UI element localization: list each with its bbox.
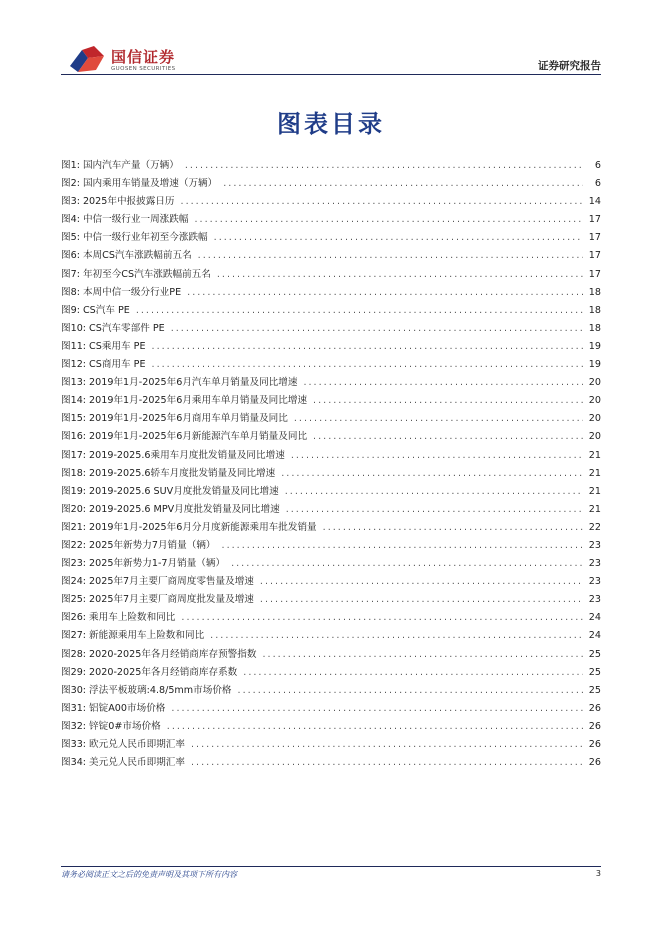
toc-entry-page: 20	[588, 395, 601, 407]
toc-entry[interactable]	[61, 175, 601, 193]
toc-entry-title: 2025年新势力7月销量（辆）	[89, 539, 216, 551]
toc-entry-label: 图9:	[61, 304, 80, 316]
toc-dot-leader	[291, 447, 583, 465]
toc-entry-label: 图15:	[61, 413, 87, 425]
guosen-logo	[68, 44, 186, 78]
toc-entry-title: 浮法平板玻璃:4.8/5mm市场价格	[89, 684, 232, 696]
toc-entry[interactable]	[61, 356, 601, 374]
table-of-figures	[61, 157, 601, 772]
toc-entry[interactable]	[61, 211, 601, 229]
toc-entry-label: 图2:	[61, 178, 80, 190]
toc-dot-leader	[191, 754, 583, 772]
toc-entry-title: 乘用车上险数和同比	[89, 612, 176, 624]
toc-entry-title: 2019-2025.6轿车月度批发销量及同比增速	[89, 467, 276, 479]
report-type-label: 证券研究报告	[538, 60, 601, 72]
toc-entry-page: 17	[588, 214, 601, 226]
toc-entry-title: 美元兑人民币即期汇率	[89, 757, 185, 769]
toc-dot-leader	[260, 573, 583, 591]
toc-entry[interactable]	[61, 247, 601, 265]
toc-entry-page: 6	[594, 178, 601, 190]
toc-entry-title: 中信一级行业一周涨跌幅	[82, 214, 189, 226]
footer-divider	[61, 866, 601, 867]
toc-entry[interactable]	[61, 392, 601, 410]
toc-entry[interactable]	[61, 718, 601, 736]
toc-entry-page: 25	[588, 684, 601, 696]
toc-entry[interactable]	[61, 646, 601, 664]
toc-entry-label: 图22:	[61, 539, 87, 551]
toc-entry-page: 21	[588, 503, 601, 515]
toc-entry[interactable]	[61, 754, 601, 772]
toc-entry[interactable]	[61, 338, 601, 356]
toc-entry-label: 图31:	[61, 702, 87, 714]
toc-entry-page: 21	[588, 467, 601, 479]
toc-entry-page: 25	[588, 666, 601, 678]
toc-entry-title: 2019年1月-2025年6月商用车单月销量及同比	[89, 413, 288, 425]
toc-entry-label: 图30:	[61, 684, 87, 696]
toc-entry-label: 图19:	[61, 485, 87, 497]
toc-dot-leader	[223, 175, 583, 193]
toc-entry-title: 2019-2025.6 MPV月度批发销量及同比增速	[89, 503, 280, 515]
toc-entry-page: 26	[588, 702, 601, 714]
toc-entry-title: 年初至今CS汽车涨跌幅前五名	[82, 268, 211, 280]
toc-dot-leader	[323, 519, 583, 537]
toc-entry-page: 17	[588, 250, 601, 262]
toc-entry[interactable]	[61, 193, 601, 211]
toc-dot-leader	[185, 157, 583, 175]
toc-dot-leader	[171, 320, 583, 338]
toc-entry[interactable]	[61, 664, 601, 682]
toc-entry-page: 21	[588, 449, 601, 461]
toc-entry[interactable]	[61, 519, 601, 537]
toc-entry-label: 图29:	[61, 666, 87, 678]
toc-entry-page: 26	[588, 739, 601, 750]
toc-dot-leader	[222, 537, 583, 555]
brand-name-cn: 国信证券	[111, 48, 176, 66]
header-divider	[61, 74, 601, 75]
toc-dot-leader	[210, 627, 583, 645]
toc-entry-label: 图20:	[61, 503, 87, 515]
toc-entry[interactable]	[61, 627, 601, 645]
toc-entry-page: 23	[588, 594, 601, 606]
toc-entry-title: CS商用车 PE	[89, 359, 146, 371]
toc-entry-label: 图6:	[61, 250, 80, 262]
page-title: 图表目录	[277, 110, 385, 138]
toc-dot-leader	[152, 338, 583, 356]
toc-entry-page: 26	[588, 720, 601, 732]
toc-entry-title: 2019年1月-2025年6月新能源汽车单月销量及同比	[89, 431, 308, 443]
toc-entry-label: 图12:	[61, 359, 87, 371]
toc-entry-title: CS汽车 PE	[82, 304, 130, 316]
toc-dot-leader	[217, 266, 583, 284]
toc-entry-title: 本周CS汽车涨跌幅前五名	[82, 250, 192, 262]
toc-dot-leader	[181, 193, 583, 211]
toc-dot-leader	[313, 392, 583, 410]
toc-dot-leader	[281, 465, 583, 483]
page-number: 3	[595, 869, 601, 878]
toc-entry[interactable]	[61, 465, 601, 483]
toc-dot-leader	[194, 211, 582, 229]
toc-entry-page: 25	[588, 648, 601, 660]
toc-entry[interactable]	[61, 157, 601, 175]
toc-entry-page: 22	[588, 521, 601, 533]
toc-entry-title: 2025年7月主要厂商周度批发量及增速	[89, 594, 254, 606]
toc-dot-leader	[294, 410, 583, 428]
toc-entry-label: 图13:	[61, 377, 87, 389]
toc-dot-leader	[285, 483, 583, 501]
toc-entry-title: 2019年1月-2025年6月汽车单月销量及同比增速	[89, 377, 298, 389]
toc-entry-page: 18	[588, 304, 601, 316]
toc-dot-leader	[152, 356, 583, 374]
toc-entry-title: 2020-2025年各月经销商库存系数	[89, 666, 238, 678]
toc-entry-label: 图17:	[61, 449, 87, 461]
toc-entry[interactable]	[61, 483, 601, 501]
toc-entry[interactable]	[61, 284, 601, 302]
toc-dot-leader	[262, 646, 582, 664]
toc-entry-label: 图32:	[61, 720, 87, 732]
toc-entry-label: 图18:	[61, 467, 87, 479]
toc-entry-title: CS汽车零部件 PE	[89, 322, 165, 334]
toc-entry-title: 欧元兑人民币即期汇率	[89, 739, 185, 750]
toc-entry-title: 2025年中报披露日历	[82, 196, 175, 208]
toc-entry-title: 国内汽车产量（万辆）	[82, 160, 179, 171]
toc-entry[interactable]	[61, 700, 601, 718]
toc-entry[interactable]	[61, 555, 601, 573]
toc-entry-label: 图3:	[61, 196, 80, 208]
toc-entry-title: 本周中信一级分行业PE	[82, 286, 182, 298]
toc-entry-label: 图33:	[61, 739, 87, 750]
toc-dot-leader	[181, 609, 582, 627]
toc-entry-label: 图7:	[61, 268, 80, 280]
toc-entry-title: 锌锭0#市场价格	[89, 720, 161, 732]
toc-entry-label: 图23:	[61, 558, 87, 570]
toc-entry-page: 6	[594, 160, 601, 171]
toc-dot-leader	[191, 736, 583, 754]
toc-dot-leader	[303, 374, 582, 392]
toc-entry[interactable]	[61, 428, 601, 446]
toc-dot-leader	[136, 302, 583, 320]
toc-entry-page: 24	[588, 630, 601, 642]
toc-dot-leader	[198, 247, 583, 265]
disclaimer-note: 请务必阅读正文之后的免责声明及其项下所有内容	[61, 870, 237, 879]
toc-entry[interactable]	[61, 573, 601, 591]
toc-entry-title: CS乘用车 PE	[89, 340, 146, 352]
toc-entry[interactable]	[61, 501, 601, 519]
toc-entry-page: 18	[588, 286, 601, 298]
toc-dot-leader	[171, 700, 582, 718]
toc-entry[interactable]	[61, 320, 601, 338]
toc-entry-page: 17	[588, 232, 601, 244]
toc-entry-page: 23	[588, 576, 601, 588]
guosen-logo-icon	[68, 44, 106, 74]
brand-name-en: GUOSEN SECURITIES	[111, 66, 176, 72]
toc-entry-label: 图28:	[61, 648, 87, 660]
toc-entry-label: 图10:	[61, 322, 87, 334]
toc-entry-page: 23	[588, 558, 601, 570]
toc-entry-title: 2019-2025.6 SUV月度批发销量及同比增速	[89, 485, 279, 497]
toc-entry[interactable]	[61, 410, 601, 428]
toc-entry-label: 图11:	[61, 340, 87, 352]
toc-dot-leader	[231, 555, 583, 573]
toc-entry-page: 17	[588, 268, 601, 280]
toc-entry-page: 14	[588, 196, 601, 208]
toc-entry[interactable]	[61, 374, 601, 392]
toc-entry-label: 图34:	[61, 757, 87, 769]
toc-dot-leader	[313, 428, 583, 446]
toc-entry-label: 图27:	[61, 630, 87, 642]
toc-entry-label: 图5:	[61, 232, 80, 244]
toc-entry[interactable]	[61, 229, 601, 247]
toc-dot-leader	[243, 664, 583, 682]
toc-entry-label: 图16:	[61, 431, 87, 443]
toc-entry-title: 2019-2025.6乘用车月度批发销量及同比增速	[89, 449, 285, 461]
toc-entry[interactable]	[61, 591, 601, 609]
toc-entry-title: 2025年7月主要厂商周度零售量及增速	[89, 576, 254, 588]
toc-entry-page: 19	[588, 340, 601, 352]
toc-entry-page: 21	[588, 485, 601, 497]
toc-entry[interactable]	[61, 609, 601, 627]
toc-entry-title: 2019年1月-2025年6月乘用车单月销量及同比增速	[89, 395, 308, 407]
page-header	[0, 0, 662, 80]
toc-entry-page: 20	[588, 377, 601, 389]
toc-dot-leader	[187, 284, 583, 302]
toc-entry-page: 24	[588, 612, 601, 624]
toc-entry-label: 图8:	[61, 286, 80, 298]
toc-entry-page: 23	[588, 539, 601, 551]
toc-entry-title: 铝锭A00市场价格	[89, 702, 166, 714]
toc-entry[interactable]	[61, 682, 601, 700]
toc-entry-label: 图24:	[61, 576, 87, 588]
toc-entry-title: 国内乘用车销量及增速（万辆）	[82, 178, 218, 190]
toc-entry-title: 新能源乘用车上险数和同比	[89, 630, 205, 642]
toc-dot-leader	[214, 229, 583, 247]
toc-dot-leader	[167, 718, 583, 736]
toc-entry-title: 2020-2025年各月经销商库存预警指数	[89, 648, 257, 660]
toc-dot-leader	[238, 682, 583, 700]
toc-entry[interactable]	[61, 736, 601, 754]
toc-entry-label: 图25:	[61, 594, 87, 606]
toc-entry-label: 图26:	[61, 612, 87, 624]
toc-entry[interactable]	[61, 447, 601, 465]
toc-entry-label: 图21:	[61, 521, 87, 533]
toc-entry-page: 18	[588, 322, 601, 334]
toc-entry[interactable]	[61, 266, 601, 284]
toc-entry-label: 图4:	[61, 214, 80, 226]
toc-entry-label: 图14:	[61, 395, 87, 407]
toc-entry-title: 2025年新势力1-7月销量（辆）	[89, 558, 226, 570]
toc-entry-page: 20	[588, 413, 601, 425]
toc-entry-label: 图1:	[61, 160, 80, 171]
toc-entry-page: 20	[588, 431, 601, 443]
toc-entry-title: 中信一级行业年初至今涨跌幅	[82, 232, 208, 244]
toc-entry-page: 19	[588, 359, 601, 371]
toc-entry-page: 26	[588, 757, 601, 769]
toc-dot-leader	[260, 591, 583, 609]
toc-dot-leader	[286, 501, 583, 519]
toc-entry-title: 2019年1月-2025年6月分月度新能源乘用车批发销量	[89, 521, 317, 533]
toc-entry[interactable]	[61, 302, 601, 320]
toc-entry[interactable]	[61, 537, 601, 555]
